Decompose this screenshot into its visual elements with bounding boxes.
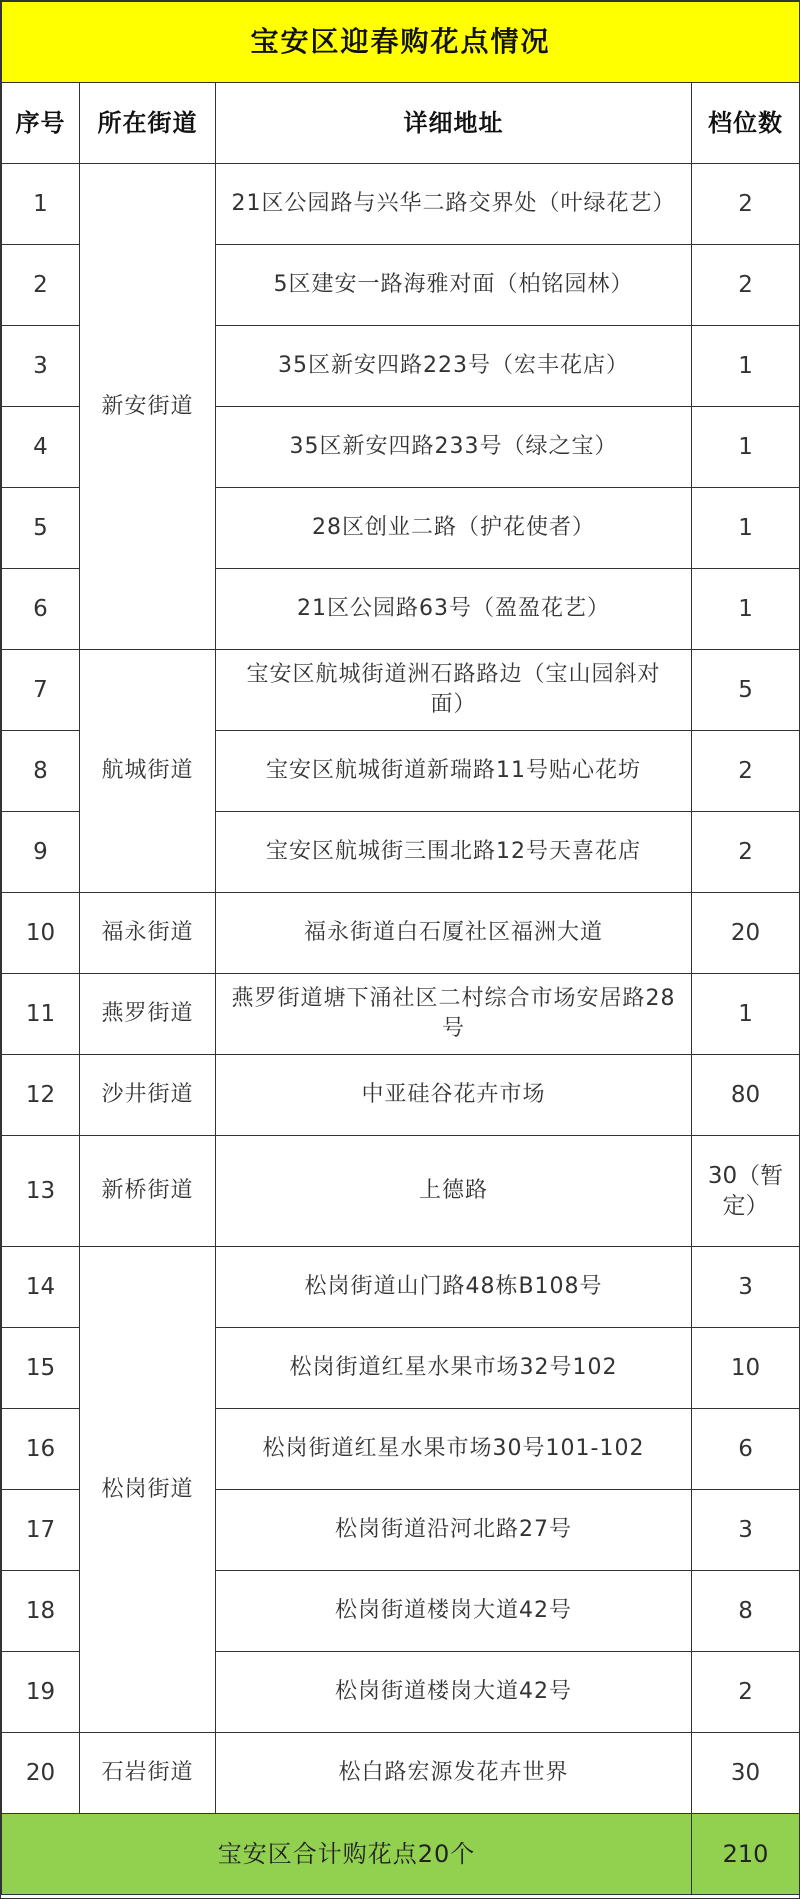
row-address: 35区新安四路223号（宏丰花店） bbox=[216, 326, 692, 407]
total-row bbox=[2, 1814, 800, 1895]
street-cell: 新桥街道 bbox=[80, 1136, 216, 1247]
row-address: 21区公园路63号（盈盈花艺） bbox=[216, 569, 692, 650]
row-address: 松岗街道楼岗大道42号 bbox=[216, 1652, 692, 1733]
row-address: 宝安区航城街道洲石路路边（宝山园斜对面） bbox=[216, 650, 692, 731]
row-address: 松岗街道红星水果市场30号101-102 bbox=[216, 1409, 692, 1490]
row-stalls: 1 bbox=[692, 488, 800, 569]
row-index: 5 bbox=[2, 488, 80, 569]
row-stalls: 5 bbox=[692, 650, 800, 731]
table-row bbox=[2, 164, 800, 245]
table-row bbox=[2, 1136, 800, 1247]
row-address: 35区新安四路233号（绿之宝） bbox=[216, 407, 692, 488]
street-cell: 沙井街道 bbox=[80, 1055, 216, 1136]
row-index: 6 bbox=[2, 569, 80, 650]
row-index: 11 bbox=[2, 974, 80, 1055]
row-address: 松岗街道红星水果市场32号102 bbox=[216, 1328, 692, 1409]
row-index: 9 bbox=[2, 812, 80, 893]
row-address: 松白路宏源发花卉世界 bbox=[216, 1733, 692, 1814]
row-stalls: 1 bbox=[692, 326, 800, 407]
row-stalls: 1 bbox=[692, 569, 800, 650]
header-index: 序号 bbox=[2, 83, 80, 164]
row-stalls: 10 bbox=[692, 1328, 800, 1409]
row-index: 3 bbox=[2, 326, 80, 407]
row-stalls: 3 bbox=[692, 1490, 800, 1571]
row-address: 松岗街道沿河北路27号 bbox=[216, 1490, 692, 1571]
total-label: 宝安区合计购花点20个 bbox=[2, 1814, 692, 1895]
flower-points-table bbox=[1, 1, 800, 1895]
table-title: 宝安区迎春购花点情况 bbox=[2, 2, 800, 83]
row-stalls: 6 bbox=[692, 1409, 800, 1490]
header-stalls: 档位数 bbox=[692, 83, 800, 164]
row-index: 15 bbox=[2, 1328, 80, 1409]
row-stalls: 3 bbox=[692, 1247, 800, 1328]
row-index: 16 bbox=[2, 1409, 80, 1490]
row-address: 燕罗街道塘下涌社区二村综合市场安居路28号 bbox=[216, 974, 692, 1055]
header-address: 详细地址 bbox=[216, 83, 692, 164]
table-row bbox=[2, 1055, 800, 1136]
row-index: 4 bbox=[2, 407, 80, 488]
street-cell: 航城街道 bbox=[80, 650, 216, 893]
row-index: 1 bbox=[2, 164, 80, 245]
row-index: 19 bbox=[2, 1652, 80, 1733]
row-address: 21区公园路与兴华二路交界处（叶绿花艺） bbox=[216, 164, 692, 245]
row-index: 14 bbox=[2, 1247, 80, 1328]
row-address: 松岗街道山门路48栋B108号 bbox=[216, 1247, 692, 1328]
row-index: 20 bbox=[2, 1733, 80, 1814]
row-index: 12 bbox=[2, 1055, 80, 1136]
header-street: 所在街道 bbox=[80, 83, 216, 164]
row-stalls: 1 bbox=[692, 974, 800, 1055]
row-index: 8 bbox=[2, 731, 80, 812]
row-stalls: 20 bbox=[692, 893, 800, 974]
row-address: 宝安区航城街道新瑞路11号贴心花坊 bbox=[216, 731, 692, 812]
row-index: 17 bbox=[2, 1490, 80, 1571]
title-row bbox=[2, 2, 800, 83]
table-row bbox=[2, 893, 800, 974]
row-stalls: 2 bbox=[692, 245, 800, 326]
row-index: 10 bbox=[2, 893, 80, 974]
row-address: 松岗街道楼岗大道42号 bbox=[216, 1571, 692, 1652]
header-row bbox=[2, 83, 800, 164]
table-row bbox=[2, 1247, 800, 1328]
row-index: 18 bbox=[2, 1571, 80, 1652]
row-stalls: 30 bbox=[692, 1733, 800, 1814]
row-stalls: 30（暂定） bbox=[692, 1136, 800, 1247]
row-stalls: 2 bbox=[692, 1652, 800, 1733]
row-stalls: 2 bbox=[692, 164, 800, 245]
table-row bbox=[2, 1733, 800, 1814]
row-index: 7 bbox=[2, 650, 80, 731]
row-address: 上德路 bbox=[216, 1136, 692, 1247]
total-value: 210 bbox=[692, 1814, 800, 1895]
row-address: 中亚硅谷花卉市场 bbox=[216, 1055, 692, 1136]
street-cell: 石岩街道 bbox=[80, 1733, 216, 1814]
row-address: 福永街道白石厦社区福洲大道 bbox=[216, 893, 692, 974]
street-cell: 燕罗街道 bbox=[80, 974, 216, 1055]
street-cell: 松岗街道 bbox=[80, 1247, 216, 1733]
row-stalls: 2 bbox=[692, 812, 800, 893]
street-cell: 福永街道 bbox=[80, 893, 216, 974]
row-address: 28区创业二路（护花使者） bbox=[216, 488, 692, 569]
row-index: 2 bbox=[2, 245, 80, 326]
table-row bbox=[2, 650, 800, 731]
row-address: 宝安区航城街三围北路12号天喜花店 bbox=[216, 812, 692, 893]
row-address: 5区建安一路海雅对面（柏铭园林） bbox=[216, 245, 692, 326]
row-stalls: 8 bbox=[692, 1571, 800, 1652]
table-row bbox=[2, 974, 800, 1055]
row-stalls: 1 bbox=[692, 407, 800, 488]
street-cell: 新安街道 bbox=[80, 164, 216, 650]
row-stalls: 2 bbox=[692, 731, 800, 812]
row-index: 13 bbox=[2, 1136, 80, 1247]
row-stalls: 80 bbox=[692, 1055, 800, 1136]
